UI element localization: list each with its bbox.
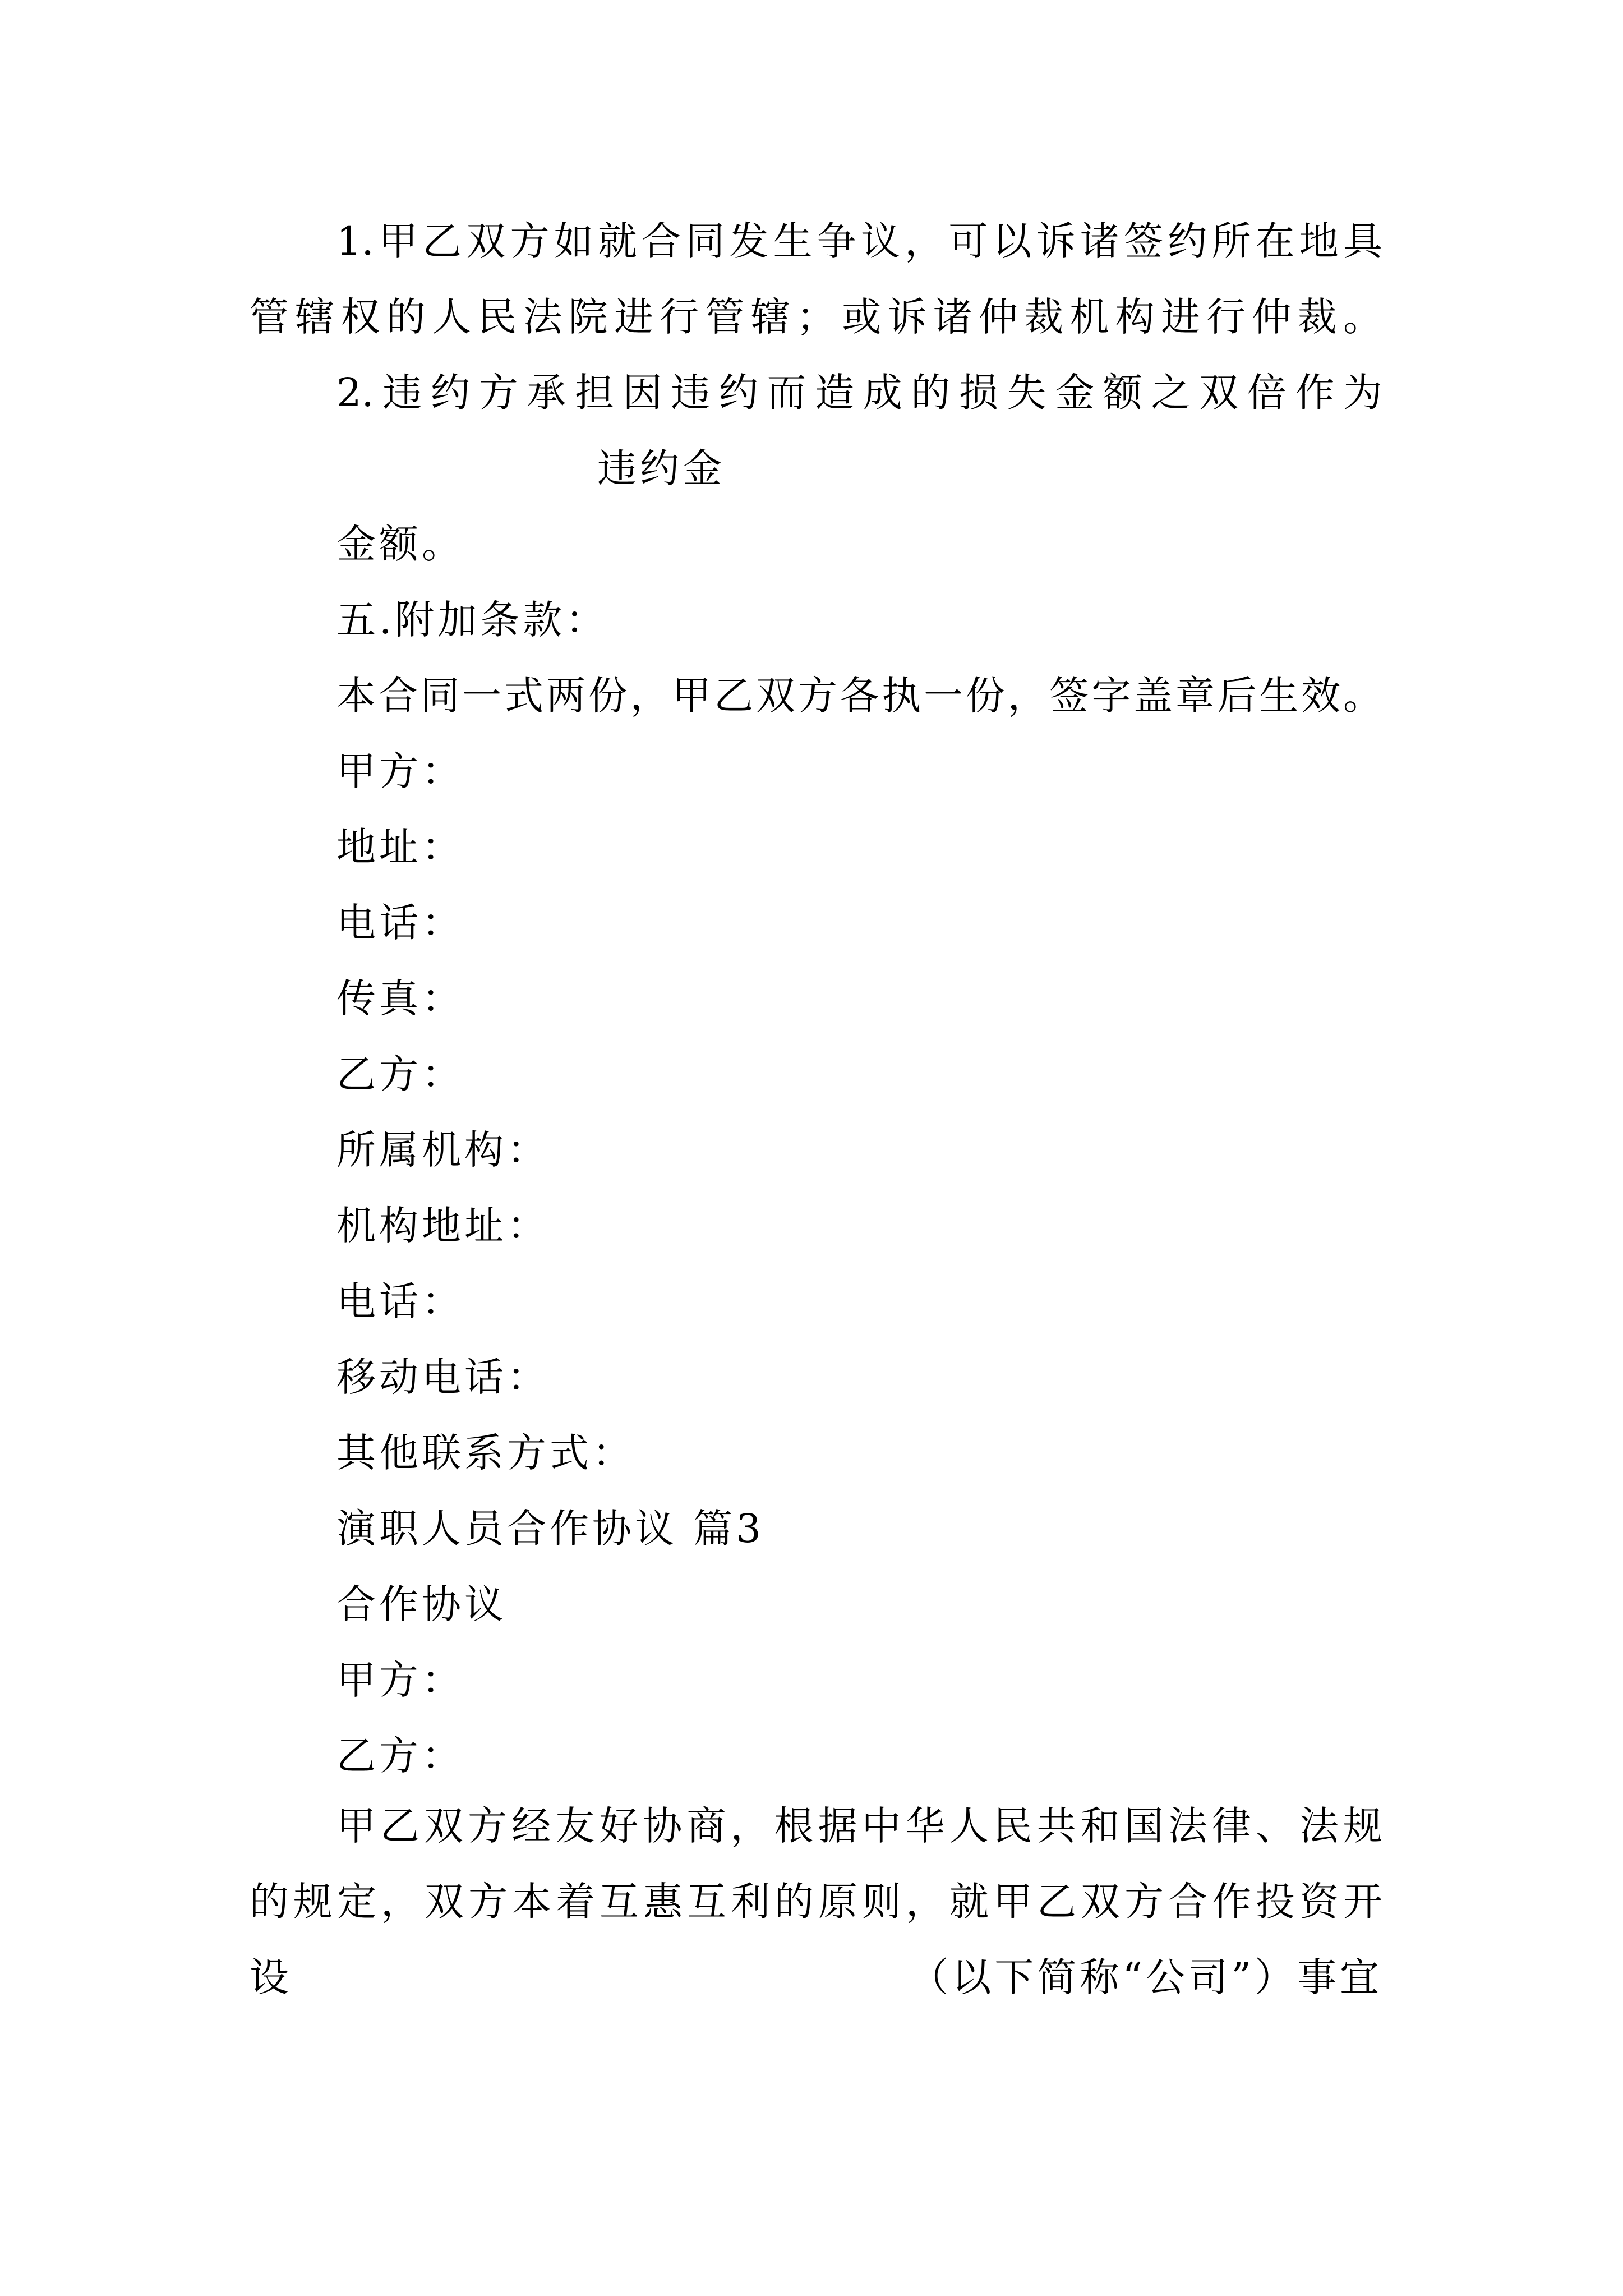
phone-label-2: 电话： [336, 1278, 464, 1324]
party-b-label: 乙方： [336, 1051, 464, 1097]
address-label: 地址： [336, 824, 464, 870]
paragraph-copies-effective: 本合同一式两份，甲乙双方各执一份，签字盖章后生效。 [336, 673, 1382, 719]
mobile-phone-label: 移动电话： [336, 1354, 550, 1400]
paragraph-preamble-line-2: 的规定，双方本着互惠互利的原则，就甲乙双方合作投资开 [250, 1879, 1382, 1925]
other-contact-label: 其他联系方式： [336, 1430, 635, 1476]
section-heading-additional-terms: 五.附加条款： [336, 597, 608, 643]
paragraph-penalty-clause-inset: 违约金 [597, 445, 725, 491]
party-a-label-2: 甲方： [336, 1657, 464, 1703]
party-b-label-2: 乙方： [336, 1733, 464, 1779]
fax-label: 传真： [336, 976, 464, 1022]
paragraph-preamble-line-1: 甲乙双方经友好协商，根据中华人民共和国法律、法规 [336, 1803, 1382, 1849]
preamble-line-3-start: 设 [250, 1954, 289, 2000]
paragraph-dispute-clause-line-2: 管辖权的人民法院进行管辖；或诉诸仲裁机构进行仲裁。 [250, 294, 1382, 340]
paragraph-penalty-clause-line-1: 2.违约方承担因违约而造成的损失金额之双倍作为 [336, 370, 1382, 416]
paragraph-dispute-clause-line-1: 1.甲乙双方如就合同发生争议，可以诉诸签约所在地具 [336, 218, 1382, 264]
agreement-section-title: 演职人员合作协议 篇3 [336, 1506, 764, 1552]
party-a-label: 甲方： [336, 748, 464, 794]
organization-address-label: 机构地址： [336, 1203, 550, 1249]
organization-label: 所属机构： [336, 1127, 550, 1173]
agreement-heading: 合作协议 [336, 1581, 507, 1627]
preamble-line-3-end: （以下简称“公司”）事宜 [909, 1954, 1382, 2000]
paragraph-penalty-clause-line-2: 金额。 [336, 521, 464, 567]
phone-label: 电话： [336, 900, 464, 946]
